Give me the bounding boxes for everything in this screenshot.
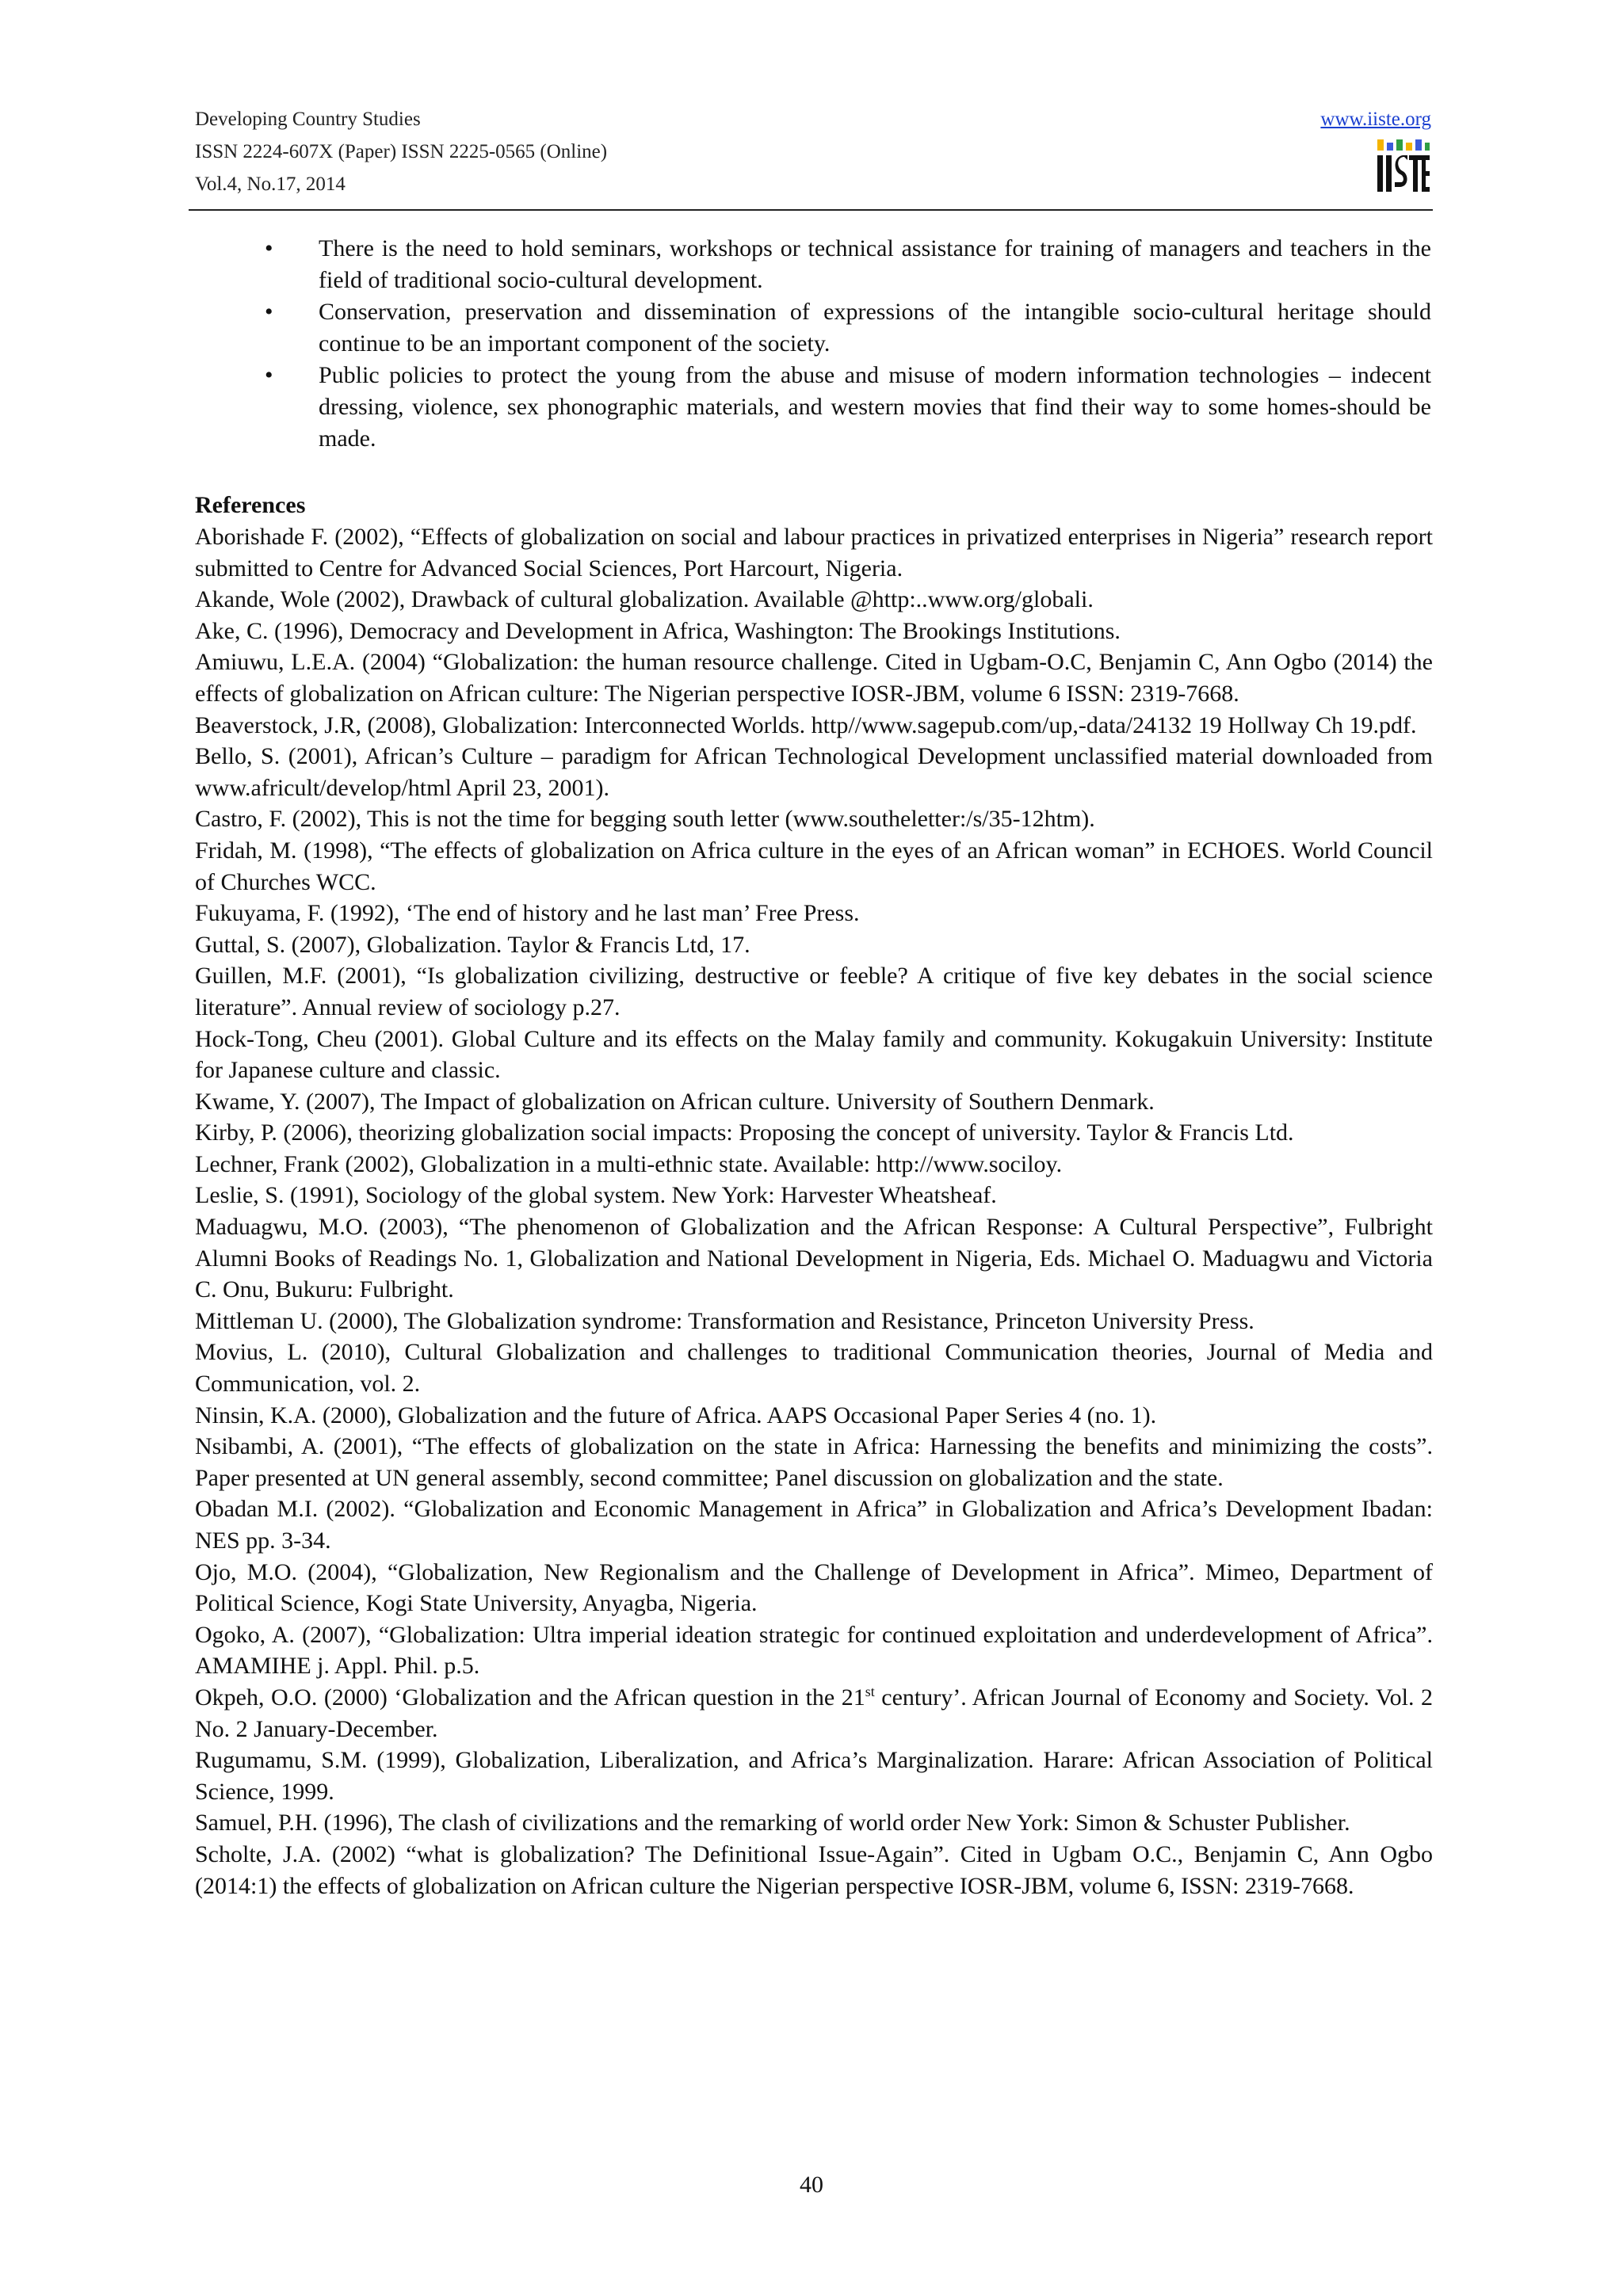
reference-item: Fukuyama, F. (1992), ‘The end of history and he last man’ Free Press. — [195, 900, 860, 927]
reference-item: Leslie, S. (1991), Sociology of the global system. New York: Harvester Wheatsheaf. — [195, 1182, 997, 1209]
reference-item: Maduagwu, M.O. (2003), “The phenomenon of Globalization and the African Response: A Cultural Perspective”, Fulbright Alumni Books of Readings No. 1, Globalization and National Development in Nigeria, Eds. Michael O. Maduagwu and Victoria C. Onu, Bukuru: Fulbright. — [195, 1214, 1433, 1303]
reference-okpeh-end: century’. African Journal of Economy and Society. Vol. 2 No. 2 January-December. — [195, 1684, 1433, 1742]
reference-item: Samuel, P.H. (1996), The clash of civilizations and the remarking of world order New York: Simon & Schuster Publisher. — [195, 1810, 1350, 1836]
reference-item: Scholte, J.A. (2002) “what is globalization? The Definitional Issue-Again”. Cited in Ugbam O.C., Benjamin C, Ann Ogbo (2014:1) the effects of globalization on African culture the Nigerian perspective IOSR-JBM, volume 6, ISSN: 2319-7668. — [195, 1840, 1433, 1899]
reference-item: Amiuwu, L.E.A. (2004) “Globalization: the human resource challenge. Cited in Ugbam-O.C, Benjamin C, Ann Ogbo (2014) the effects of globalization on African culture: The Nigerian perspective IOSR-JBM, volume 6 ISSN: 2319-7668. — [195, 649, 1433, 707]
bullet-dot-icon: • — [265, 299, 273, 325]
reference-item: Aborishade F. (2002), “Effects of globalization on social and labour practices in privatized enterprises in Nigeria” research report submitted to Centre for Advanced Social Sciences, Port Harcourt, Nigeria. — [195, 524, 1433, 582]
reference-item: Kirby, P. (2006), theorizing globalization social impacts: Proposing the concept of university. Taylor & Francis Ltd. — [195, 1119, 1294, 1146]
journal-volume: Vol.4, No.17, 2014 — [195, 174, 346, 195]
references-list — [195, 521, 1433, 1901]
reference-item: Movius, L. (2010), Cultural Globalization and challenges to traditional Communication theories, Journal of Media and Communication, vol. 2. — [195, 1339, 1433, 1398]
reference-item: Castro, F. (2002), This is not the time for begging south letter (www.southeletter:/s/35-12htm). — [195, 806, 1095, 833]
reference-item: Fridah, M. (1998), “The effects of globalization on Africa culture in the eyes of an African woman” in ECHOES. World Council of Churches WCC. — [195, 837, 1433, 895]
reference-item: Beaverstock, J.R, (2008), Globalization: Interconnected Worlds. http//www.sagepub.com/up,-data/24132 19 Hollway Ch 19.pdf. — [195, 711, 1417, 738]
header-divider — [189, 209, 1433, 211]
references-heading: References — [195, 492, 306, 518]
reference-item: Ojo, M.O. (2004), “Globalization, New Regionalism and the Challenge of Development in Africa”. Mimeo, Department of Political Science, Kogi State University, Anyagba, Nigeria. — [195, 1558, 1433, 1617]
iiste-logo — [1374, 138, 1431, 195]
reference-item: Guttal, S. (2007), Globalization. Taylor & Francis Ltd, 17. — [195, 931, 750, 958]
reference-item: Hock-Tong, Cheu (2001). Global Culture and its effects on the Malay family and community. Kokugakuin University: Institute for Japanese culture and classic. — [195, 1025, 1433, 1084]
page-header — [195, 103, 1431, 198]
reference-okpeh-start: Okpeh, O.O. (2000) ‘Globalization and the African question in the 21 — [195, 1684, 865, 1711]
reference-item: Lechner, Frank (2002), Globalization in a multi-ethnic state. Available: http://www.sociloy. — [195, 1150, 1063, 1177]
reference-item: Akande, Wole (2002), Drawback of cultural globalization. Available @http:..www.org/globali. — [195, 586, 1094, 613]
journal-url-link[interactable]: www.iiste.org — [1320, 109, 1431, 130]
reference-item: Kwame, Y. (2007), The Impact of globalization on African culture. University of Southern Denmark. — [195, 1088, 1155, 1115]
bullet-item: • There is the need to hold seminars, workshops or technical assistance for training of managers and teachers in the field of traditional socio-cultural development. — [319, 233, 1431, 296]
reference-item: Nsibambi, A. (2001), “The effects of globalization on the state in Africa: Harnessing the benefits and minimizing the costs”. Paper presented at UN general assembly, second committee; Panel discussion on globalization and the state. — [195, 1433, 1433, 1491]
page-number: 40 — [800, 2172, 823, 2198]
reference-item: Ninsin, K.A. (2000), Globalization and the future of Africa. AAPS Occasional Paper Series 4 (no. 1). — [195, 1402, 1157, 1428]
recommendation-list — [265, 233, 1431, 455]
reference-item: Guillen, M.F. (2001), “Is globalization civilizing, destructive or feeble? A critique of five key debates in the social science literature”. Annual review of sociology p.27. — [195, 963, 1433, 1020]
journal-title: Developing Country Studies — [195, 109, 421, 130]
reference-item: Ake, C. (1996), Democracy and Development in Africa, Washington: The Brookings Institutions. — [195, 617, 1121, 644]
ordinal-suffix: st — [865, 1683, 875, 1699]
journal-issn: ISSN 2224-607X (Paper) ISSN 2225-0565 (Online) — [195, 141, 608, 162]
bullet-item: • Conservation, preservation and dissemination of expressions of the intangible socio-cultural heritage should continue to be an important component of the society. — [319, 296, 1431, 360]
reference-item: Mittleman U. (2000), The Globalization syndrome: Transformation and Resistance, Princeton University Press. — [195, 1307, 1254, 1334]
reference-item — [195, 1682, 1433, 1745]
reference-item: Bello, S. (2001), African’s Culture – paradigm for African Technological Development unclassified material downloaded from www.africult/develop/html April 23, 2001). — [195, 743, 1433, 801]
reference-item: Obadan M.I. (2002). “Globalization and Economic Management in Africa” in Globalization and Africa’s Development Ibadan: NES pp. 3-34. — [195, 1496, 1433, 1554]
bullet-dot-icon: • — [265, 362, 273, 388]
reference-item: Rugumamu, S.M. (1999), Globalization, Liberalization, and Africa’s Marginalization. Harare: African Association of Political Science, 1999. — [195, 1747, 1433, 1805]
reference-item: Ogoko, A. (2007), “Globalization: Ultra imperial ideation strategic for continued exploitation and underdevelopment of Africa”. AMAMIHE j. Appl. Phil. p.5. — [195, 1621, 1433, 1680]
bullet-dot-icon: • — [265, 235, 273, 261]
bullet-item: • Public policies to protect the young from the abuse and misuse of modern information technologies – indecent dressing, violence, sex phonographic materials, and western movies that find their way to some homes-should be made. — [319, 360, 1431, 455]
